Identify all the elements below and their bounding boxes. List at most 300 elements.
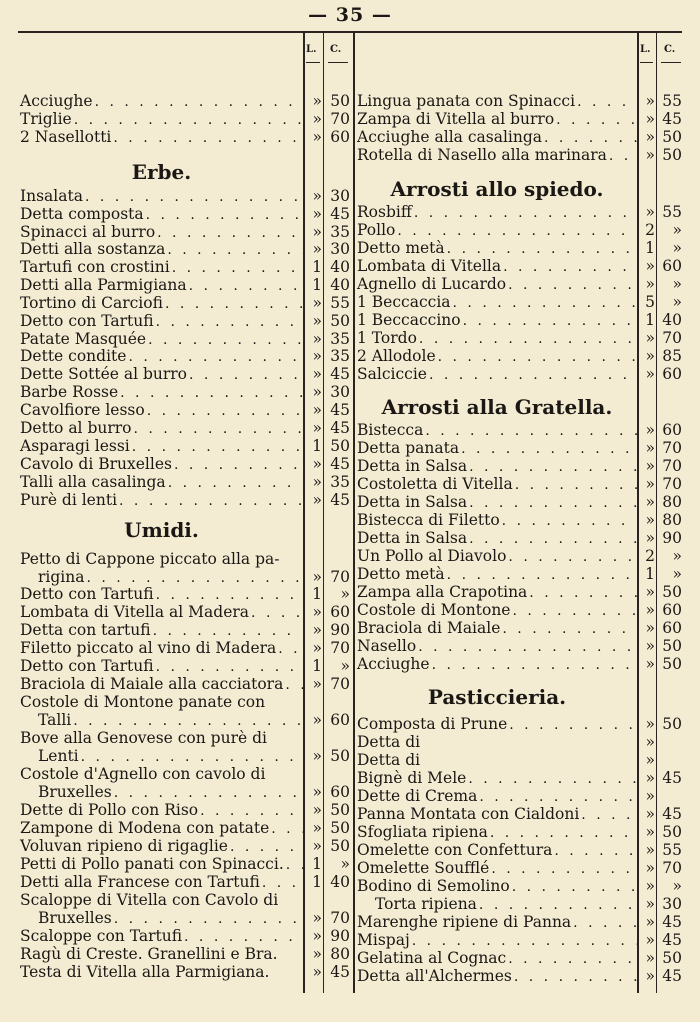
dish-name: rigina — [38, 568, 85, 586]
price-centesimi — [657, 733, 682, 751]
price-lire: » — [312, 621, 322, 639]
left-lire-header: L. — [306, 44, 317, 55]
price-centesimi: 60 — [662, 421, 682, 439]
menu-item-row — [357, 221, 637, 239]
menu-item-row — [20, 419, 303, 437]
price-centesimi — [324, 550, 350, 568]
leader-dots — [432, 656, 637, 674]
section-heading: Umidi. — [124, 518, 199, 542]
price-lire: 5 — [645, 293, 655, 311]
dish-name: Costoletta di Vitella — [357, 475, 513, 493]
leader-dots — [156, 658, 303, 676]
menu-item-row — [20, 568, 303, 586]
price-centesimi: 60 — [662, 365, 682, 383]
price-lire: » — [312, 491, 322, 509]
dish-name: Salciccie — [357, 365, 427, 383]
leader-dots — [184, 928, 303, 946]
menu-item-row — [357, 859, 637, 877]
leader-dots — [189, 366, 303, 384]
menu-item-row — [20, 550, 303, 568]
price-centesimi: 50 — [330, 747, 350, 765]
dish-name: Marenghe ripiene di Panna — [357, 913, 572, 931]
menu-item-row — [20, 401, 303, 419]
menu-item-row — [357, 421, 637, 439]
price-centesimi: 50 — [330, 819, 350, 837]
dish-name: Petto di Cappone piccato alla pa- — [20, 550, 280, 568]
price-lire: » — [312, 312, 322, 330]
menu-item-row — [357, 547, 637, 565]
leader-dots — [479, 896, 637, 914]
menu-item-row — [357, 239, 637, 257]
leader-dots — [479, 788, 637, 806]
dish-name: Detta di — [357, 733, 421, 751]
leader-dots — [74, 111, 303, 129]
price-centesimi: 30 — [330, 187, 350, 205]
dish-name: Detta di — [357, 751, 421, 769]
leader-dots — [468, 770, 637, 788]
price-lire: » — [312, 294, 322, 312]
price-lire: » — [312, 711, 322, 729]
price-centesimi: 40 — [330, 873, 350, 891]
price-lire: » — [312, 675, 322, 693]
price-lire: » — [645, 421, 655, 439]
dish-name: 2 Nasellotti — [20, 128, 112, 146]
price-centesimi: 50 — [662, 128, 682, 146]
header-underline — [328, 62, 348, 63]
menu-item-row — [357, 601, 637, 619]
dish-name: Tartufi con crostini — [20, 258, 170, 276]
menu-item-row — [20, 963, 303, 981]
price-lire: » — [645, 203, 655, 221]
header-underline — [661, 62, 681, 63]
price-lire: » — [645, 583, 655, 601]
leader-dots — [544, 129, 637, 147]
dish-name: Zampone di Modena con patate — [20, 819, 270, 837]
menu-item-row — [357, 877, 637, 895]
dish-name: Nasello — [357, 637, 417, 655]
menu-item-row — [357, 257, 637, 275]
dish-name: Pollo — [357, 221, 396, 239]
price-lire: » — [645, 931, 655, 949]
price-centesimi: 30 — [330, 240, 350, 258]
dish-name: Scaloppe di Vitella con Cavolo di — [20, 891, 279, 909]
price-centesimi: 60 — [662, 601, 682, 619]
price-lire: » — [645, 823, 655, 841]
menu-item-row — [20, 693, 303, 711]
leader-dots — [95, 93, 303, 111]
dish-name: 1 Beccaccia — [357, 293, 451, 311]
price-centesimi: 70 — [330, 568, 350, 586]
leader-dots — [146, 206, 303, 224]
price-centesimi: 70 — [662, 457, 682, 475]
leader-dots — [85, 188, 303, 206]
leader-dots — [114, 910, 303, 928]
price-lire: 1 — [312, 437, 322, 455]
dish-name: Costole di Montone — [357, 601, 511, 619]
price-centesimi: 70 — [330, 639, 350, 657]
dish-name: Lenti — [38, 747, 79, 765]
price-centesimi: 55 — [662, 841, 682, 859]
menu-item-row — [20, 873, 303, 891]
leader-dots — [262, 874, 303, 892]
section-heading: Arrosti allo spiedo. — [390, 177, 604, 201]
menu-item-row — [357, 203, 637, 221]
price-centesimi — [324, 891, 350, 909]
dish-name: Asparagi lessi — [20, 437, 130, 455]
menu-item-row — [20, 455, 303, 473]
price-centesimi: » — [340, 585, 350, 603]
dish-name: Un Pollo al Diavolo — [357, 547, 507, 565]
dish-name: Rotella di Nasello alla marinara — [357, 146, 607, 164]
dish-name: Spinacci al burro — [20, 223, 156, 241]
price-lire: » — [312, 240, 322, 258]
header-underline — [640, 62, 653, 63]
price-centesimi: 60 — [330, 711, 350, 729]
price-lire: » — [312, 110, 322, 128]
leader-dots — [453, 294, 637, 312]
price-lire: 1 — [645, 565, 655, 583]
price-lire: » — [312, 347, 322, 365]
price-centesimi: 50 — [330, 312, 350, 330]
price-centesimi: 35 — [330, 347, 350, 365]
menu-item-row — [20, 347, 303, 365]
price-centesimi: 70 — [662, 329, 682, 347]
price-lire — [303, 693, 322, 711]
price-centesimi: » — [340, 657, 350, 675]
price-centesimi: 45 — [662, 805, 682, 823]
leader-dots — [81, 748, 303, 766]
dish-name: Cavolo di Bruxelles — [20, 455, 172, 473]
price-centesimi: 35 — [330, 223, 350, 241]
price-lire: » — [312, 92, 322, 110]
price-centesimi: 50 — [330, 837, 350, 855]
dish-name: Lingua panata con Spinacci — [357, 92, 576, 110]
price-centesimi: » — [672, 221, 682, 239]
leader-dots — [512, 878, 637, 896]
leader-dots — [508, 950, 637, 968]
leader-dots — [113, 129, 303, 147]
column-divider — [353, 33, 355, 993]
price-centesimi: 50 — [662, 146, 682, 164]
dish-name: Gelatina al Cognac — [357, 949, 507, 967]
price-lire: » — [645, 949, 655, 967]
price-lire: » — [312, 455, 322, 473]
price-lire: » — [312, 187, 322, 205]
dish-name: Detta con tartufi — [20, 621, 151, 639]
price-lire: » — [312, 205, 322, 223]
price-centesimi: 80 — [330, 945, 350, 963]
price-lire: » — [645, 619, 655, 637]
leader-dots — [132, 438, 303, 456]
leader-dots — [508, 548, 637, 566]
dish-name: Triglie — [20, 110, 72, 128]
dish-name: Rosbiff — [357, 203, 412, 221]
price-lire: » — [645, 146, 655, 164]
menu-item-row — [357, 511, 637, 529]
price-centesimi: » — [672, 547, 682, 565]
menu-item-row — [357, 457, 637, 475]
price-centesimi — [324, 729, 350, 747]
price-centesimi: 60 — [330, 783, 350, 801]
menu-item-row — [20, 276, 303, 294]
leader-dots — [425, 422, 637, 440]
menu-item-row — [357, 146, 637, 164]
menu-item-row — [20, 927, 303, 945]
price-lire: » — [645, 475, 655, 493]
top-rule — [18, 31, 682, 33]
dish-name: Mispaj — [357, 931, 410, 949]
price-lire: » — [645, 275, 655, 293]
price-centesimi: 60 — [662, 257, 682, 275]
dish-name: Costole d'Agnello con cavolo di — [20, 765, 266, 783]
price-centesimi: 45 — [330, 963, 350, 981]
menu-item-row — [357, 493, 637, 511]
price-centesimi: 50 — [662, 949, 682, 967]
price-lire: 1 — [312, 258, 322, 276]
menu-item-row — [20, 801, 303, 819]
dish-name: Costole di Montone panate con — [20, 693, 266, 711]
leader-dots — [514, 968, 637, 986]
leader-dots — [490, 824, 637, 842]
price-centesimi — [657, 751, 682, 769]
price-centesimi: 50 — [662, 655, 682, 673]
leader-dots — [414, 204, 637, 222]
price-centesimi: 45 — [662, 110, 682, 128]
menu-item-row — [20, 891, 303, 909]
section-heading: Erbe. — [131, 160, 192, 184]
leader-dots — [278, 640, 303, 658]
dish-name: Ragù di Creste. Granellini e Bra. — [20, 945, 278, 963]
leader-dots — [189, 277, 303, 295]
price-centesimi: 45 — [662, 967, 682, 985]
price-lire: » — [645, 92, 655, 110]
price-centesimi: 55 — [662, 92, 682, 110]
price-centesimi: » — [672, 293, 682, 311]
menu-item-row — [20, 639, 303, 657]
menu-item-row — [20, 729, 303, 747]
dish-name: Bistecca — [357, 421, 424, 439]
menu-item-row — [357, 637, 637, 655]
price-centesimi: 50 — [662, 583, 682, 601]
price-lire: » — [312, 963, 322, 981]
price-lire: » — [312, 223, 322, 241]
leader-dots — [469, 458, 637, 476]
dish-name: Sfogliata ripiena — [357, 823, 488, 841]
dish-name: Cavolfiore lesso — [20, 401, 145, 419]
menu-item-row — [357, 329, 637, 347]
menu-item-row — [357, 913, 637, 931]
price-centesimi: 35 — [330, 473, 350, 491]
menu-item-row — [20, 312, 303, 330]
dish-name: Detta in Salsa — [357, 493, 468, 511]
leader-dots — [447, 566, 637, 584]
leader-dots — [167, 241, 303, 259]
menu-item-row — [357, 311, 637, 329]
dish-name: Patate Masquée — [20, 330, 147, 348]
dish-name: Purè di lenti — [20, 491, 118, 509]
menu-item-row — [357, 128, 637, 146]
page-number: — 35 — — [308, 4, 392, 26]
price-lire: 1 — [312, 873, 322, 891]
price-lire: » — [645, 733, 655, 751]
leader-dots — [581, 806, 637, 824]
leader-dots — [438, 348, 637, 366]
price-lire: » — [645, 637, 655, 655]
price-centesimi: 50 — [662, 823, 682, 841]
menu-item-row — [20, 783, 303, 801]
price-lire: » — [645, 493, 655, 511]
price-centesimi: 85 — [662, 347, 682, 365]
dish-name: Detto con Tartufi — [20, 657, 154, 675]
menu-item-row — [357, 787, 637, 805]
price-lire: » — [645, 329, 655, 347]
price-lire: » — [312, 365, 322, 383]
dish-name: Bodino di Semolino — [357, 877, 510, 895]
dish-name: Dette di Pollo con Riso — [20, 801, 199, 819]
dish-name: Scaloppe con Tartufi — [20, 927, 183, 945]
leader-dots — [251, 604, 303, 622]
menu-item-row — [20, 330, 303, 348]
dish-name: Filetto piccato al vino di Madera — [20, 639, 277, 657]
menu-item-row — [20, 585, 303, 603]
leader-dots — [114, 784, 303, 802]
price-centesimi: 50 — [662, 637, 682, 655]
menu-item-row — [20, 675, 303, 693]
price-centesimi: 80 — [662, 493, 682, 511]
dish-name: Omelette Soufflé — [357, 859, 490, 877]
menu-item-row — [20, 909, 303, 927]
dish-name: Detti alla Francese con Tartufi — [20, 873, 260, 891]
menu-item-row — [20, 657, 303, 675]
leader-dots — [509, 716, 637, 734]
price-centesimi: 50 — [330, 437, 350, 455]
menu-item-row — [357, 475, 637, 493]
price-centesimi: 30 — [662, 895, 682, 913]
leader-dots — [412, 932, 637, 950]
menu-item-row — [357, 347, 637, 365]
header-underline — [306, 62, 320, 63]
dish-name: Tortino di Carciofi — [20, 294, 163, 312]
price-lire: » — [312, 419, 322, 437]
leader-dots — [556, 111, 637, 129]
price-lire: 2 — [645, 547, 655, 565]
dish-name: Bistecca di Filetto — [357, 511, 500, 529]
dish-name: Acciughe alla casalinga — [357, 128, 543, 146]
dish-name: Bruxelles — [38, 783, 112, 801]
menu-item-row — [357, 92, 637, 110]
dish-name: Barbe Rosse — [20, 383, 119, 401]
dish-name: Lombata di Vitella — [357, 257, 502, 275]
price-centesimi: 30 — [330, 383, 350, 401]
menu-item-row — [357, 715, 637, 733]
leader-dots — [609, 147, 637, 165]
dish-name: Zampa alla Crapotina — [357, 583, 528, 601]
dish-name: Torta ripiena — [375, 895, 477, 913]
menu-item-row — [357, 841, 637, 859]
dish-name: Detta in Salsa — [357, 457, 468, 475]
leader-dots — [156, 586, 303, 604]
leader-dots — [165, 295, 303, 313]
price-lire: » — [312, 401, 322, 419]
price-centesimi — [324, 693, 350, 711]
price-lire — [303, 729, 322, 747]
price-centesimi: 40 — [330, 276, 350, 294]
menu-item-row — [357, 805, 637, 823]
price-centesimi: 70 — [662, 439, 682, 457]
dish-name: Zampa di Vitella al burro — [357, 110, 555, 128]
dish-name: Acciughe — [20, 92, 93, 110]
price-lire: » — [645, 347, 655, 365]
menu-item-row — [20, 128, 303, 146]
menu-item-row — [357, 751, 637, 769]
menu-item-row — [20, 819, 303, 837]
menu-item-row — [357, 565, 637, 583]
price-lire — [303, 891, 322, 909]
leader-dots — [502, 512, 637, 530]
leader-dots — [577, 93, 637, 111]
menu-item-row — [20, 837, 303, 855]
price-lire: » — [312, 801, 322, 819]
menu-item-row — [20, 294, 303, 312]
price-centesimi: 60 — [662, 619, 682, 637]
dish-name: Detto con Tartufi — [20, 312, 154, 330]
price-lire: » — [645, 967, 655, 985]
menu-item-row — [357, 275, 637, 293]
price-lire: » — [312, 909, 322, 927]
dish-name: Detto metà — [357, 565, 445, 583]
price-lire: 2 — [645, 221, 655, 239]
leader-dots — [529, 584, 637, 602]
price-centesimi: 80 — [662, 511, 682, 529]
price-lire: » — [312, 945, 322, 963]
leader-dots — [128, 348, 303, 366]
menu-item-row — [357, 619, 637, 637]
menu-item-row — [357, 655, 637, 673]
dish-name: Lombata di Vitella al Madera — [20, 603, 250, 621]
section-heading: Arrosti alla Gratella. — [381, 395, 613, 419]
price-centesimi: » — [672, 275, 682, 293]
price-lire: » — [645, 439, 655, 457]
price-lire: » — [312, 383, 322, 401]
price-lire: » — [645, 365, 655, 383]
price-lire: 1 — [645, 239, 655, 257]
leader-dots — [120, 384, 303, 402]
price-lire: » — [645, 601, 655, 619]
dish-name: Detta composta — [20, 205, 144, 223]
leader-dots — [73, 712, 303, 730]
price-lire: » — [312, 747, 322, 765]
dish-name: Detta in Salsa — [357, 529, 468, 547]
leader-dots — [418, 638, 637, 656]
price-lire: » — [645, 841, 655, 859]
leader-dots — [286, 856, 303, 874]
price-lire: » — [645, 715, 655, 733]
price-lire: » — [645, 511, 655, 529]
menu-item-row — [20, 603, 303, 621]
leader-dots — [461, 440, 637, 458]
price-centesimi: » — [672, 877, 682, 895]
price-centesimi: 90 — [330, 927, 350, 945]
price-centesimi: 50 — [330, 92, 350, 110]
leader-dots — [469, 494, 637, 512]
price-centesimi: 70 — [330, 909, 350, 927]
leader-dots — [134, 420, 304, 438]
menu-item-row — [20, 240, 303, 258]
leader-dots — [508, 276, 637, 294]
menu-item-row — [20, 110, 303, 128]
price-lire: » — [312, 473, 322, 491]
dish-name: Talli — [38, 711, 72, 729]
